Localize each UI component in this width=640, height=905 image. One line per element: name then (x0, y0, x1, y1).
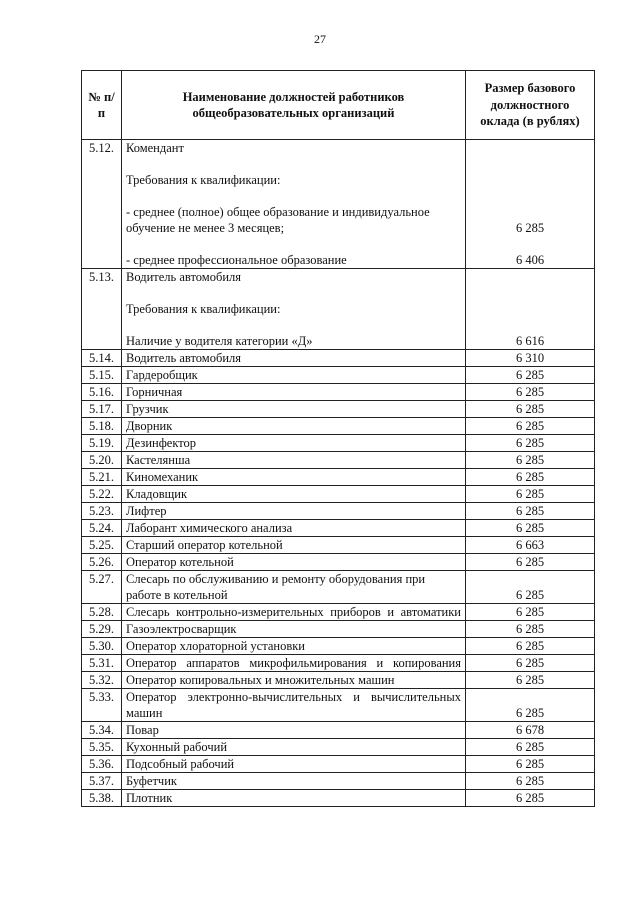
row-num: 5.29. (82, 621, 122, 638)
row-salary: 6 285 (466, 672, 595, 689)
row-salary: 6 285 (466, 503, 595, 520)
table-row (82, 435, 595, 452)
row-num: 5.37. (82, 773, 122, 790)
salary-value: 6 285 (515, 221, 545, 235)
row-salary: 6 285 (466, 384, 595, 401)
position-title: Водитель автомобиля (126, 270, 241, 284)
row-num: 5.38. (82, 790, 122, 807)
row-name: Подсобный рабочий (122, 756, 466, 773)
row-salary: 6 310 (466, 350, 595, 367)
row-salary: 6 285 (466, 571, 595, 604)
row-salary (466, 269, 595, 350)
table-row (82, 469, 595, 486)
row-salary: 6 285 (466, 435, 595, 452)
row-salary: 6 285 (466, 418, 595, 435)
row-salary: 6 285 (466, 367, 595, 384)
row-num: 5.32. (82, 672, 122, 689)
table-row (82, 140, 595, 269)
row-num: 5.36. (82, 756, 122, 773)
row-num: 5.18. (82, 418, 122, 435)
table-row (82, 452, 595, 469)
table-row (82, 537, 595, 554)
row-name (122, 140, 466, 269)
table-row (82, 638, 595, 655)
row-name: Кухонный рабочий (122, 739, 466, 756)
row-num: 5.27. (82, 571, 122, 604)
row-salary: 6 285 (466, 401, 595, 418)
row-num: 5.16. (82, 384, 122, 401)
salary-table (81, 70, 595, 807)
header-num: № п/п (82, 71, 122, 140)
row-name (122, 269, 466, 350)
row-salary: 6 285 (466, 621, 595, 638)
table-row (82, 418, 595, 435)
row-name: Плотник (122, 790, 466, 807)
table-row (82, 269, 595, 350)
row-name: Буфетчик (122, 773, 466, 790)
row-name: Слесарь по обслуживанию и ремонту оборудования при работе в котельной (122, 571, 466, 604)
row-name: Гардеробщик (122, 367, 466, 384)
row-name: Старший оператор котельной (122, 537, 466, 554)
requirement-line: - среднее (полное) общее образование и индивидуальное обучение не менее 3 месяцев; (126, 205, 430, 235)
requirements-label: Требования к квалификации: (126, 173, 281, 187)
requirement-line: - среднее профессиональное образование (126, 253, 347, 267)
row-num: 5.13. (82, 269, 122, 350)
table-row (82, 384, 595, 401)
row-name: Дезинфектор (122, 435, 466, 452)
table-header-row (82, 71, 595, 140)
row-name: Лифтер (122, 503, 466, 520)
row-name: Оператор копировальных и множительных машин (122, 672, 466, 689)
row-num: 5.28. (82, 604, 122, 621)
table-row (82, 367, 595, 384)
salary-value: 6 406 (515, 253, 545, 267)
row-salary: 6 285 (466, 520, 595, 537)
row-num: 5.19. (82, 435, 122, 452)
row-num: 5.33. (82, 689, 122, 722)
row-name: Кладовщик (122, 486, 466, 503)
table-row (82, 739, 595, 756)
table-row (82, 756, 595, 773)
row-num: 5.15. (82, 367, 122, 384)
row-name: Кастелянша (122, 452, 466, 469)
row-num: 5.20. (82, 452, 122, 469)
table-row (82, 554, 595, 571)
table-row (82, 621, 595, 638)
row-name: Лаборант химического анализа (122, 520, 466, 537)
row-name: Грузчик (122, 401, 466, 418)
row-num: 5.12. (82, 140, 122, 269)
requirement-line: Наличие у водителя категории «Д» (126, 334, 313, 348)
table-row (82, 790, 595, 807)
row-salary (466, 140, 595, 269)
row-num: 5.31. (82, 655, 122, 672)
row-name: Горничная (122, 384, 466, 401)
row-num: 5.25. (82, 537, 122, 554)
table-row (82, 401, 595, 418)
row-name: Киномеханик (122, 469, 466, 486)
page-number: 27 (314, 32, 326, 46)
table-row (82, 773, 595, 790)
table-row (82, 350, 595, 367)
row-num: 5.24. (82, 520, 122, 537)
requirements-label: Требования к квалификации: (126, 302, 281, 316)
row-salary: 6 285 (466, 604, 595, 621)
row-num: 5.35. (82, 739, 122, 756)
row-salary: 6 285 (466, 689, 595, 722)
position-title: Комендант (126, 141, 184, 155)
row-salary: 6 285 (466, 756, 595, 773)
row-salary: 6 285 (466, 452, 595, 469)
table-row (82, 655, 595, 672)
row-num: 5.14. (82, 350, 122, 367)
row-name: Оператор хлораторной установки (122, 638, 466, 655)
header-name: Наименование должностей работников общеобразовательных организаций (122, 71, 466, 140)
table-row (82, 520, 595, 537)
row-salary: 6 663 (466, 537, 595, 554)
row-name: Оператор котельной (122, 554, 466, 571)
header-salary: Размер базового должностного оклада (в рублях) (466, 71, 595, 140)
row-salary: 6 285 (466, 554, 595, 571)
row-num: 5.30. (82, 638, 122, 655)
row-name: Газоэлектросварщик (122, 621, 466, 638)
row-salary: 6 285 (466, 638, 595, 655)
row-num: 5.26. (82, 554, 122, 571)
row-num: 5.34. (82, 722, 122, 739)
row-salary: 6 285 (466, 486, 595, 503)
row-num: 5.17. (82, 401, 122, 418)
row-name: Дворник (122, 418, 466, 435)
row-name: Слесарь контрольно-измерительных приборов и автоматики (122, 604, 466, 621)
row-name: Оператор электронно-вычислительных и вычислительных машин (122, 689, 466, 722)
row-salary: 6 678 (466, 722, 595, 739)
row-name: Повар (122, 722, 466, 739)
row-salary: 6 285 (466, 790, 595, 807)
salary-value: 6 616 (515, 334, 545, 348)
row-salary: 6 285 (466, 655, 595, 672)
row-num: 5.23. (82, 503, 122, 520)
table-row (82, 604, 595, 621)
row-salary: 6 285 (466, 739, 595, 756)
table-row (82, 571, 595, 604)
row-salary: 6 285 (466, 773, 595, 790)
row-num: 5.22. (82, 486, 122, 503)
table-row (82, 503, 595, 520)
table-row (82, 486, 595, 503)
table-row (82, 672, 595, 689)
table-row (82, 722, 595, 739)
table-row (82, 689, 595, 722)
row-salary: 6 285 (466, 469, 595, 486)
row-name: Водитель автомобиля (122, 350, 466, 367)
row-name: Оператор аппаратов микрофильмирования и копирования (122, 655, 466, 672)
row-num: 5.21. (82, 469, 122, 486)
